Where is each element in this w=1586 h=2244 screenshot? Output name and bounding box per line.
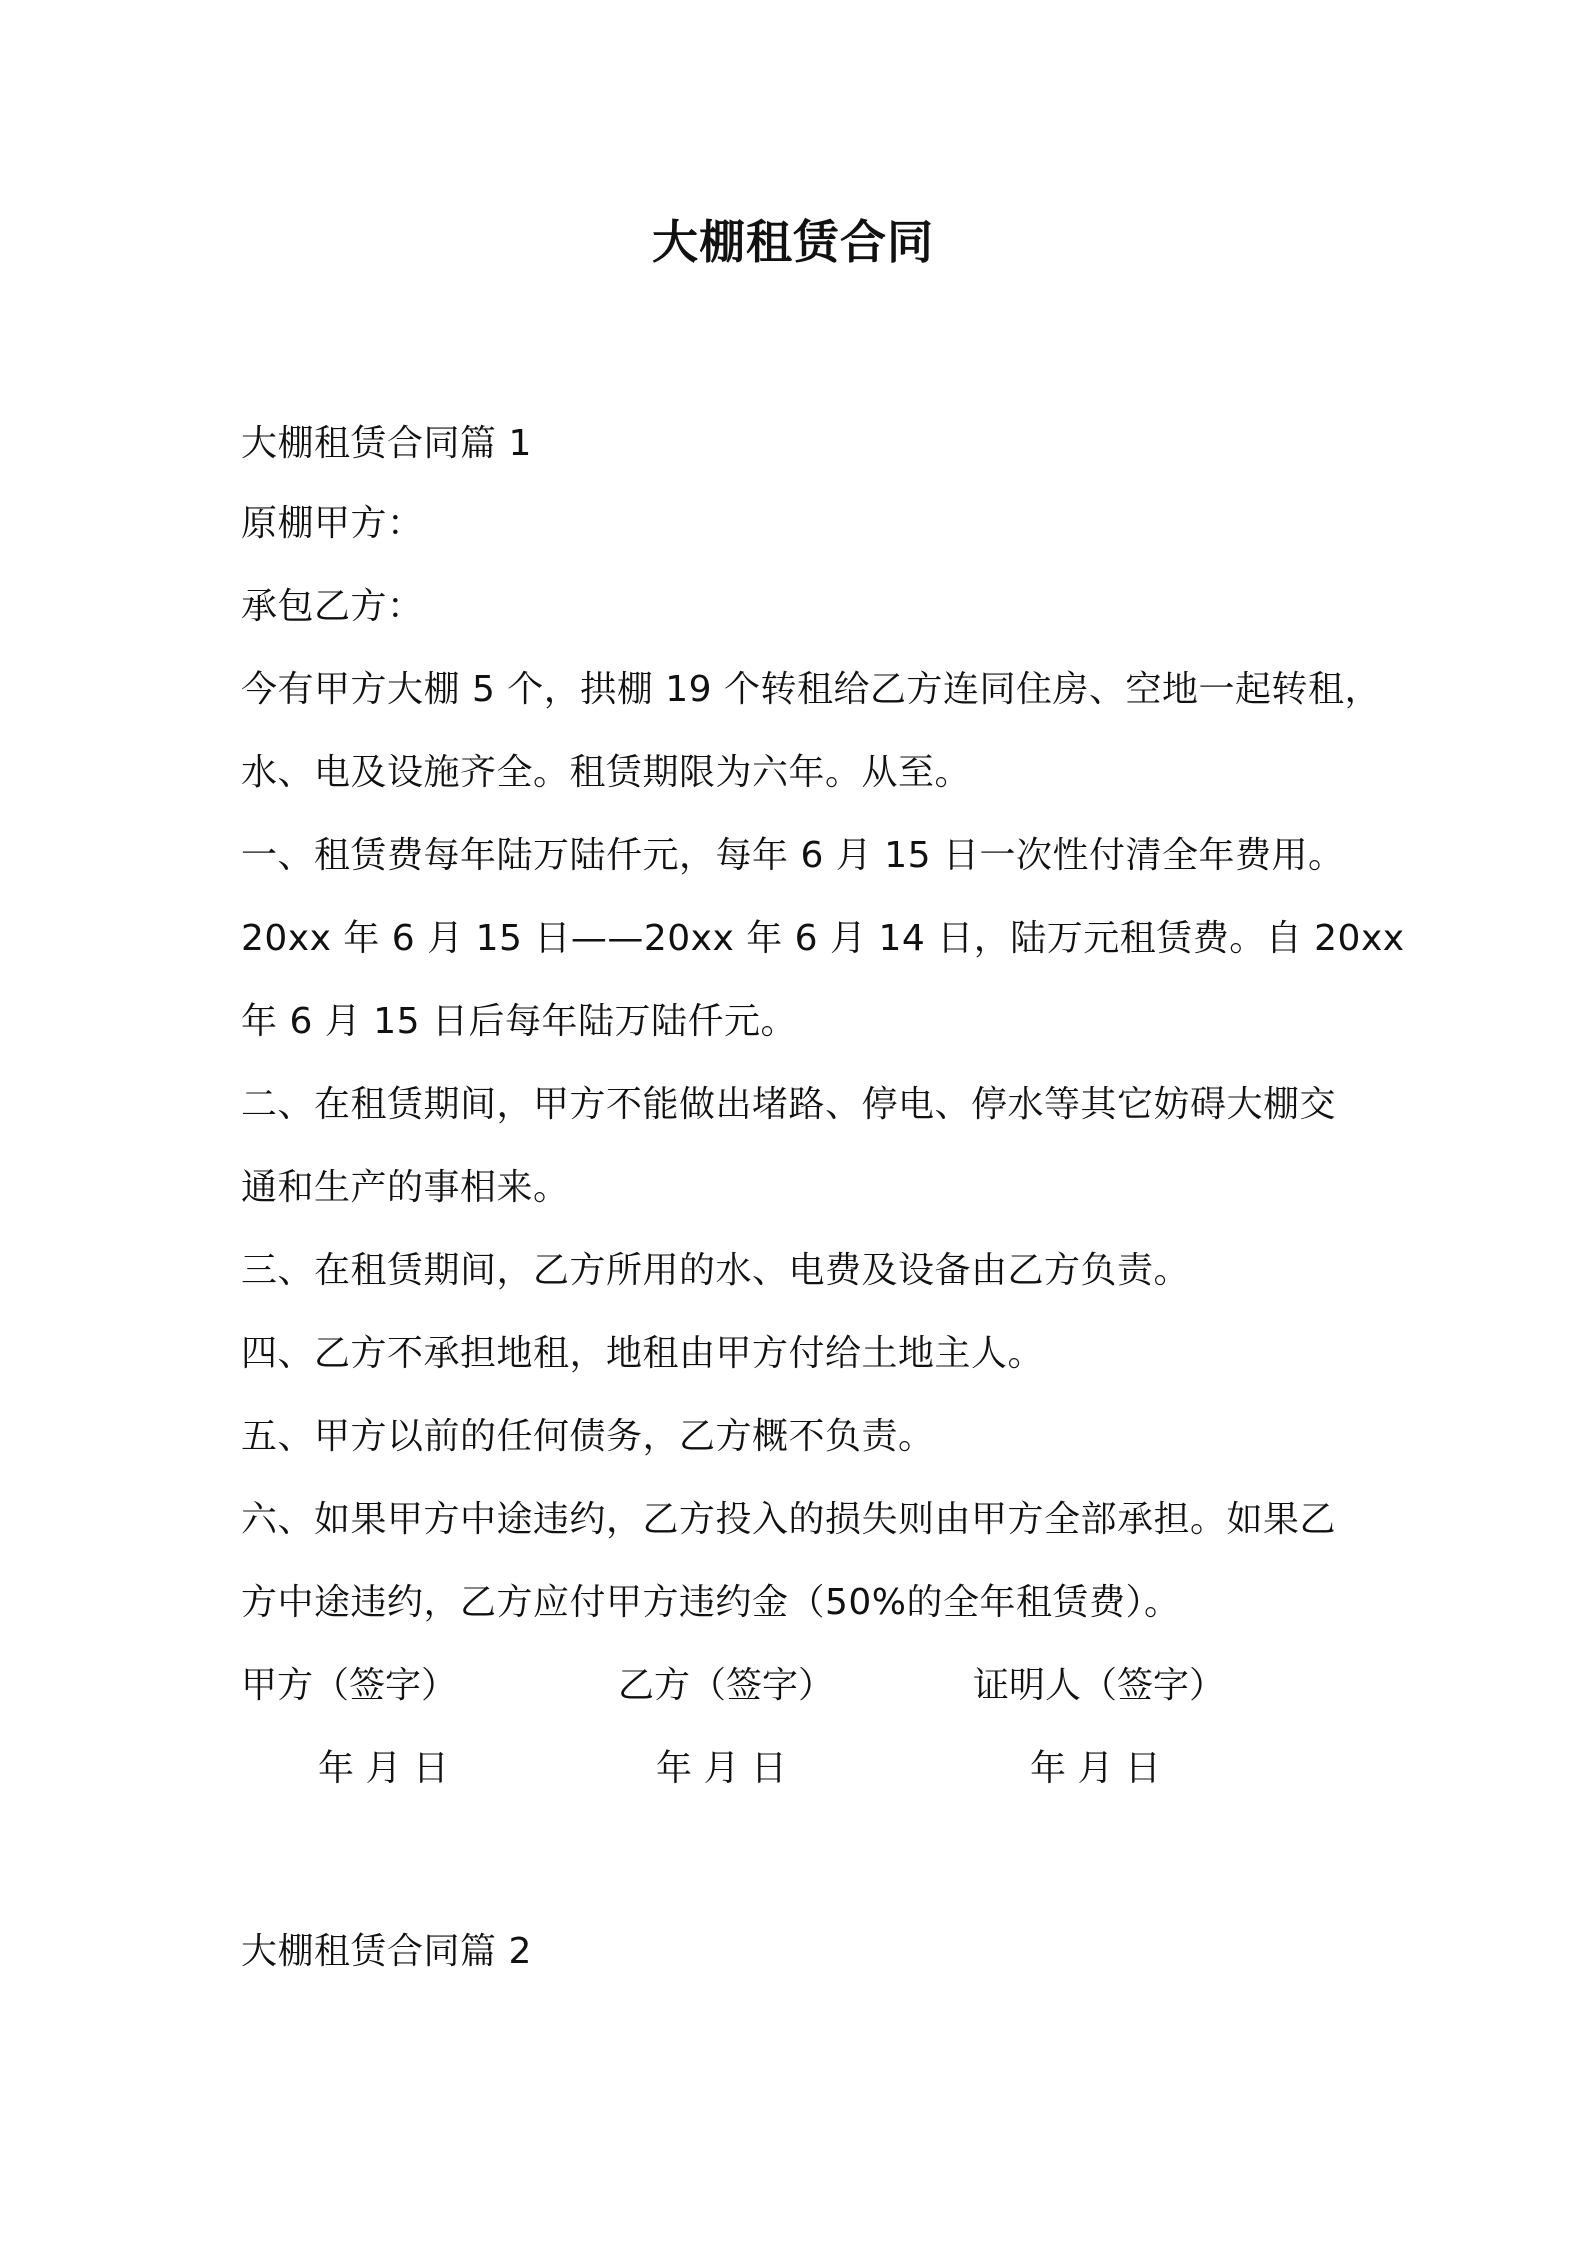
- contract-line: 方中途违约，乙方应付甲方违约金（50%的全年租赁费）。: [241, 1582, 1181, 1623]
- date-party-a: 年 月 日: [318, 1748, 449, 1789]
- clause-6: 六、如果甲方中途违约，乙方投入的损失则由甲方全部承担。如果乙: [241, 1499, 1337, 1540]
- clause-3: 三、在租赁期间，乙方所用的水、电费及设备由乙方负责。: [241, 1250, 1191, 1291]
- section-heading-2: 大棚租赁合同篇 2: [241, 1931, 532, 1972]
- signature-party-b: 乙方（签字）: [618, 1665, 835, 1706]
- contract-line: 今有甲方大棚 5 个，拱棚 19 个转租给乙方连同住房、空地一起转租，: [241, 669, 1381, 710]
- date-party-b: 年 月 日: [656, 1748, 787, 1789]
- date-witness: 年 月 日: [1030, 1748, 1161, 1789]
- contract-line: 水、电及设施齐全。租赁期限为六年。从至。: [241, 752, 972, 793]
- clause-1: 一、租赁费每年陆万陆仟元，每年 6 月 15 日一次性付清全年费用。: [241, 835, 1345, 876]
- signature-witness: 证明人（签字）: [973, 1665, 1226, 1706]
- clause-5: 五、甲方以前的任何债务，乙方概不负责。: [241, 1416, 935, 1457]
- contract-line: 年 6 月 15 日后每年陆万陆仟元。: [241, 1001, 797, 1042]
- contract-line: 20xx 年 6 月 15 日——20xx 年 6 月 14 日，陆万元租赁费。自 20xx: [241, 918, 1405, 959]
- contract-line: 通和生产的事相来。: [241, 1167, 570, 1208]
- clause-4: 四、乙方不承担地租，地租由甲方付给土地主人。: [241, 1333, 1045, 1374]
- section-heading-1: 大棚租赁合同篇 1: [241, 423, 532, 464]
- clause-2: 二、在租赁期间，甲方不能做出堵路、停电、停水等其它妨碍大棚交: [241, 1084, 1337, 1125]
- document-title: 大棚租赁合同: [652, 215, 934, 269]
- party-a-label: 原棚甲方：: [241, 503, 424, 544]
- party-b-label: 承包乙方：: [241, 586, 424, 627]
- signature-party-a: 甲方（签字）: [241, 1665, 458, 1706]
